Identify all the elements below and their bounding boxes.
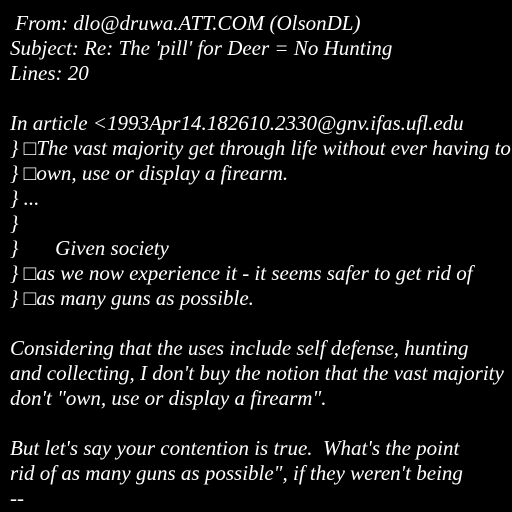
- header-subject: Subject: Re: The 'pill' for Deer = No Hunting: [10, 36, 393, 60]
- news-message: [10, 11, 512, 511]
- quoted-line: } □own, use or display a firearm.: [10, 161, 289, 185]
- body-line: don't "own, use or display a firearm".: [10, 386, 327, 410]
- signature-separator: --: [10, 486, 24, 510]
- body-line: [10, 86, 512, 111]
- body-line: But let's say your contention is true. What's the point: [10, 436, 460, 460]
- body-line: and collecting, I don't buy the notion that the vast majority: [10, 361, 504, 385]
- quoted-line: }: [10, 211, 19, 235]
- quoted-line: } □The vast majority get through life without ever having to: [10, 136, 511, 160]
- header-lines: Lines: 20: [10, 61, 89, 85]
- body-line: rid of as many guns as possible", if they weren't being: [10, 461, 463, 485]
- header-from: From: dlo@druwa.ATT.COM (OlsonDL): [10, 11, 361, 35]
- body-line: In article <1993Apr14.182610.2330@gnv.ifas.ufl.edu: [10, 111, 464, 135]
- quoted-line: } □as we now experience it - it seems safer to get rid of: [10, 261, 473, 285]
- body-line: Considering that the uses include self defense, hunting: [10, 336, 469, 360]
- quoted-line: } Given society: [10, 236, 169, 260]
- body-line: [10, 311, 512, 336]
- quoted-line: } ...: [10, 186, 40, 210]
- quoted-line: } □as many guns as possible.: [10, 286, 254, 310]
- body-line: [10, 411, 512, 436]
